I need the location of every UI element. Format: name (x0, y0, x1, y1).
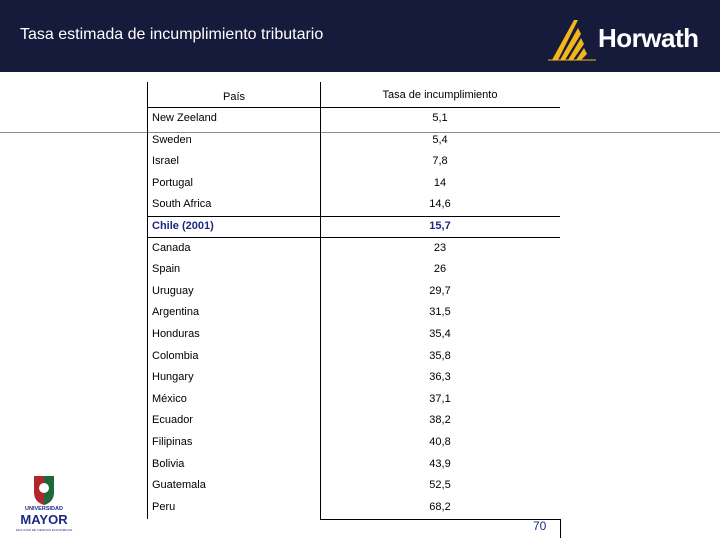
country-cell: Spain (152, 263, 181, 276)
country-cell: New Zeeland (152, 112, 217, 124)
horwath-mark-icon (548, 18, 598, 62)
rate-cell: 68,2 (429, 500, 451, 513)
rate-cell: 36,3 (429, 371, 451, 384)
country-cell: Filipinas (152, 436, 193, 448)
table-row (148, 367, 560, 388)
table-row (148, 173, 560, 194)
rate-cell: 52,5 (429, 479, 451, 492)
rate-cell: 5,4 (432, 133, 448, 146)
rate-cell: 29,7 (429, 284, 451, 297)
country-cell: Canada (152, 241, 191, 254)
country-cell: Uruguay (152, 284, 194, 297)
country-cell: Hungary (152, 371, 194, 384)
country-cell: Chile (2001) (152, 220, 214, 232)
university-label: UNIVERSIDAD (25, 506, 63, 512)
country-cell: Honduras (152, 328, 200, 340)
table-row (148, 475, 560, 496)
rate-cell: 31,5 (429, 306, 451, 319)
table-row (148, 281, 560, 302)
rate-cell: 14,6 (429, 198, 451, 211)
universidad-mayor-logo (14, 474, 74, 534)
table-row (148, 108, 560, 129)
rate-cell: 23 (433, 241, 447, 254)
country-cell: Argentina (152, 306, 200, 319)
table-row (148, 454, 560, 475)
university-name: MAYOR (20, 512, 68, 527)
rate-cell: 14 (433, 176, 447, 189)
table-row (148, 238, 560, 259)
table-row (148, 130, 560, 151)
university-shield-icon (14, 474, 74, 506)
page-number: 70 (533, 519, 547, 533)
table-row (148, 259, 560, 280)
table-footer-box (320, 519, 561, 538)
rate-cell: 40,8 (429, 436, 451, 448)
rate-cell: 7,8 (432, 155, 448, 168)
column-header-rate: Tasa de incumplimiento (382, 89, 498, 101)
country-cell: South Africa (152, 198, 212, 211)
column-header-country: País (222, 91, 245, 103)
table-row (148, 302, 560, 323)
table-row (148, 346, 560, 367)
table-row (148, 497, 560, 518)
rate-cell: 35,4 (429, 328, 451, 340)
country-cell: Colombia (152, 349, 199, 362)
table-row (148, 432, 560, 453)
country-cell: México (152, 392, 187, 405)
horwath-logo-text: Horwath (598, 23, 699, 53)
table-row (148, 389, 560, 410)
table-row (148, 410, 560, 431)
row-border-top (148, 216, 560, 217)
rate-cell: 43,9 (429, 457, 451, 470)
country-cell: Bolivia (152, 457, 185, 470)
table-row (148, 324, 560, 345)
rate-cell: 26 (433, 263, 447, 276)
country-cell: Peru (152, 500, 176, 513)
rate-cell: 35,8 (429, 349, 451, 362)
country-cell: Sweden (152, 133, 192, 146)
slide-header (0, 0, 720, 72)
university-faculty: FACULTAD DE CIENCIAS ECONÓMICAS (15, 528, 73, 532)
country-cell: Ecuador (152, 414, 193, 427)
country-cell: Portugal (152, 176, 193, 189)
table-row (148, 194, 560, 215)
rate-cell: 15,7 (429, 220, 451, 232)
rate-cell: 37,1 (429, 392, 451, 405)
rate-cell: 38,2 (429, 414, 451, 427)
rate-cell: 5,1 (432, 112, 448, 124)
horwath-logo (548, 18, 698, 62)
country-cell: Guatemala (152, 479, 206, 492)
slide-title: Tasa estimada de incumplimiento tributario (20, 26, 324, 43)
table-row (148, 151, 560, 172)
table-row (148, 216, 560, 237)
country-cell: Israel (152, 155, 179, 168)
